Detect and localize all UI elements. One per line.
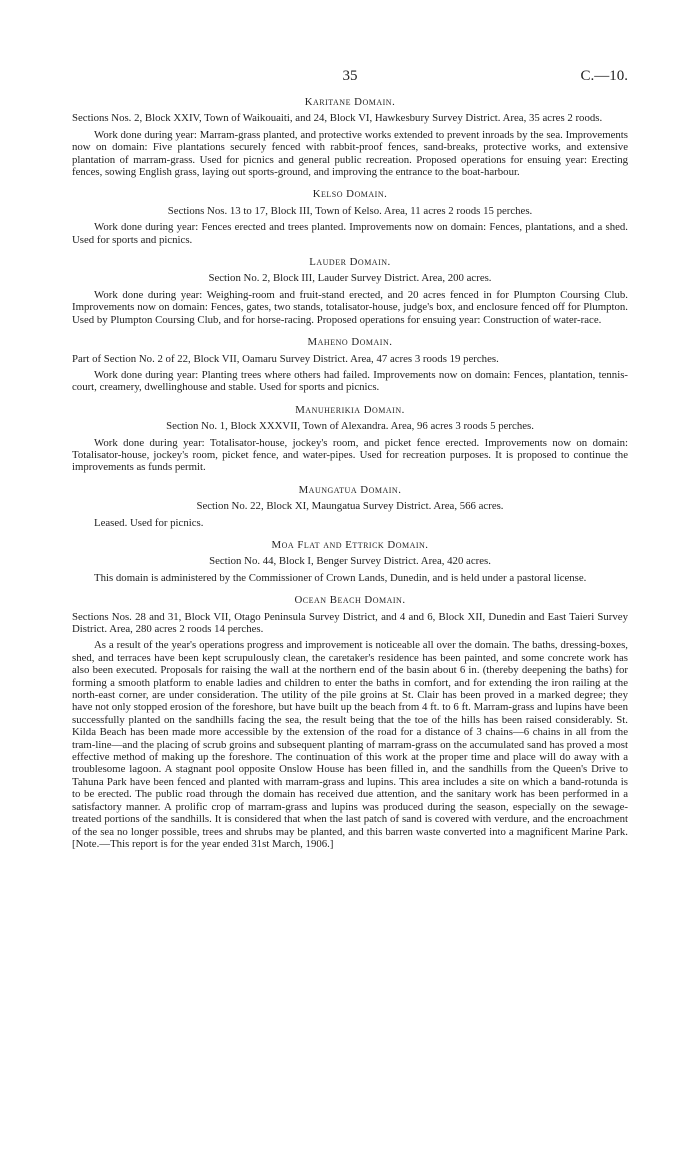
section-location: Part of Section No. 2 of 22, Block VII, Oamaru Survey District. Area, 47 acres 3 roods 19 perches. (72, 352, 499, 365)
section-location: Section No. 1, Block XXXVII, Town of Alexandra. Area, 96 acres 3 roods 5 perches. (166, 420, 534, 433)
section-maheno (72, 336, 628, 394)
section-ocean-beach (72, 594, 628, 850)
section-heading: Maheno Domain. (307, 336, 393, 349)
section-body: Work done during year: Fences erected and trees planted. Improvements now on domain: Fences, plantations, and a shed. Used for sports and picnics. (72, 221, 628, 246)
page-header (72, 70, 628, 92)
section-manuherikia (72, 404, 628, 474)
section-location: Sections Nos. 13 to 17, Block III, Town of Kelso. Area, 11 acres 2 roods 15 perches. (167, 204, 533, 217)
section-location: Section No. 44, Block I, Benger Survey District. Area, 420 acres. (209, 555, 491, 568)
section-body: Work done during year: Marram-grass planted, and protective works extended to prevent inroads by the sea. Improvements now on domain: Five plantations securely fenced with rabbit-proof fences, sand-breaks, protective works, and extensive plantation of marram-grass. Used for picnics and general public recreation. Proposed operations for ensuing year: Erecting fences, sowing English grass, laying out sports-ground, and improving the entrance to the boat-harbour. (72, 128, 628, 179)
document-reference: C.—10. (580, 68, 628, 84)
section-kelso (72, 188, 628, 246)
section-heading: Maungatua Domain. (298, 483, 402, 496)
section-body: Work done during year: Totalisator-house, jockey's room, and picket fence erected. Improvements now on domain: Totalisator-house, jockey's room, picket fence, and water-pipes. Used for recreation purposes. It is proposed to continue the improvements as funds permit. (72, 436, 628, 474)
section-location: Section No. 22, Block XI, Maungatua Survey District. Area, 566 acres. (196, 500, 504, 513)
section-location: Sections Nos. 2, Block XXIV, Town of Waikouaiti, and 24, Block VI, Hawkesbury Survey District. Area, 35 acres 2 roods. (72, 112, 603, 125)
section-location: Sections Nos. 28 and 31, Block VII, Otago Peninsula Survey District, and 4 and 6, Block XII, Dunedin and East Taieri Survey District. Area, 280 acres 2 roods 14 perches. (72, 610, 628, 635)
section-heading: Moa Flat and Ettrick Domain. (271, 538, 429, 551)
section-body: Work done during year: Planting trees where others had failed. Improvements now on domain: Fences, plantation, tennis-court, creamery, dwellinghouse and stable. Used for sports and picnics. (72, 368, 628, 394)
section-body: Leased. Used for picnics. (94, 516, 204, 529)
section-body: As a result of the year's operations progress and improvement is noticeable all over the domain. The baths, dressing-boxes, shed, and terraces have been kept scrupulously clean, the caretaker's residence has been painted, and some concrete work has also been executed. Proposals for raising the wall at the northern end of the basin about 6 in. (thereby deepening the baths) for forming a smooth platform to enable ladies and children to enter the baths in comfort, and for extending the iron railing at the north-east corner, are under consideration. The utility of the pile groins at St. Clair has been proved in a marked degree; they have not only stopped erosion of the foreshore, but have built up the beach from 4 ft. to 6 ft. Marram-grass and lupins have been successfully planted on the sandhills facing the sea, the result being that the toe of the hills has been raised considerably. St. Kilda Beach has been made more accessible by the extension of the road for a distance of 3 chains—6 chains in all from the tram-line—and the placing of scrub groins and subsequent planting of marram-grass on the accumulated sand has proved a most effective method of making up the foreshore. The continuation of this work at the proper time and place will do away with a troublesome lagoon. A stagnant pool opposite Onslow House has been filled in, and the sandhills from the Queen's Drive to Tahuna Park have been fenced and planted with marram-grass and lupins. This area includes a site on which a band-rotunda is to be erected. The public road through the domain has received due attention, and the sanitary work has been performed in a satisfactory manner. A prolific crop of marram-grass and lupins was produced during the season, especially on the sewage-treated portions of the sandhills. It is considered that when the last patch of sand is covered with verdure, and the encroachment of the sea no longer possible, trees and shrubs may be planted, and this barren waste converted into a magnificent Marine Park. [Note.—This report is for the year ended 31st March, 1906.] (72, 639, 628, 850)
section-heading: Karitane Domain. (304, 96, 396, 108)
section-maungatua (72, 484, 628, 529)
section-heading: Kelso Domain. (312, 188, 388, 201)
section-body: Work done during year: Weighing-room and fruit-stand erected, and 20 acres fenced in for Plumpton Coursing Club. Improvements now on domain: Fences, gates, two stands, totalisator-house, judge's box, and enclosure fenced off for Plumpton. Used by Plumpton Coursing Club, and for horse-racing. Proposed operations for ensuing year: Construction of water-race. (72, 288, 628, 326)
section-heading: Lauder Domain. (309, 256, 391, 269)
section-body: This domain is administered by the Commissioner of Crown Lands, Dunedin, and is held under a pastoral license. (94, 571, 587, 584)
page-number: 35 (342, 68, 358, 84)
section-heading: Ocean Beach Domain. (294, 594, 406, 607)
section-moa-flat (72, 539, 628, 584)
section-karitane (72, 96, 628, 178)
section-lauder (72, 256, 628, 326)
document-page (72, 70, 628, 852)
section-heading: Manuherikia Domain. (295, 403, 405, 416)
section-location: Section No. 2, Block III, Lauder Survey District. Area, 200 acres. (208, 272, 492, 285)
